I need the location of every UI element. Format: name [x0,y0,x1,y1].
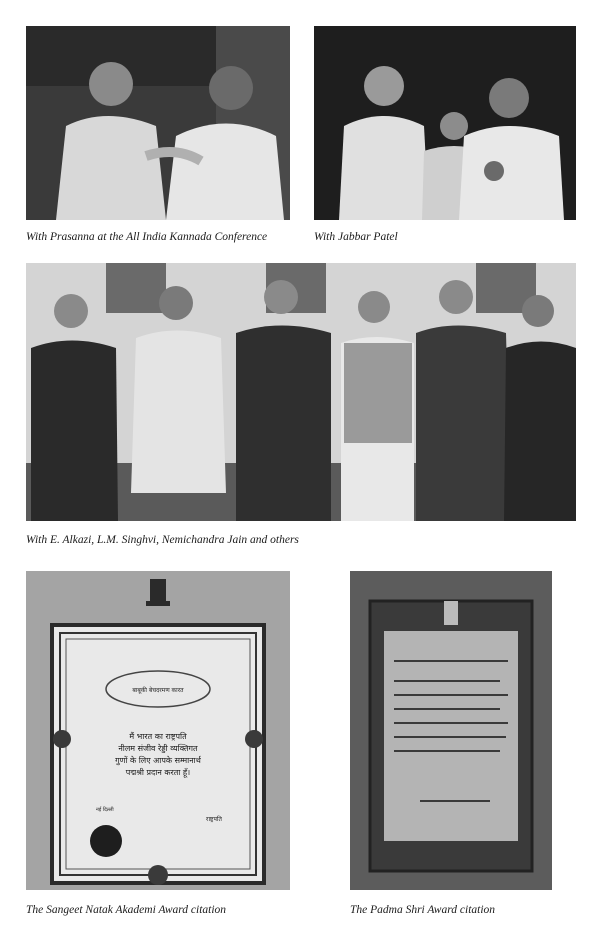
sna-cert-line-1: मैं भारत का राष्ट्रपति [129,732,187,741]
caption-jabbar-patel: With Jabbar Patel [314,231,398,243]
sna-cert-line-4: पद्मश्री प्रदान करता हूँ। [125,768,191,777]
caption-group: With E. Alkazi, L.M. Singhvi, Nemichandra Jain and others [26,534,299,546]
photo-prasanna [26,26,290,220]
sna-cert-line-2: नीलम संजीव रेड्डी व्यक्तिगत [118,744,198,753]
photo-padma-shri-citation [350,571,552,890]
caption-padma-shri-citation: The Padma Shri Award citation [350,904,496,916]
sna-cert-header: बाबूकी बेचदरमण कारत [132,687,184,694]
caption-sangeet-natak-citation: The Sangeet Natak Akademi Award citation [26,904,227,916]
photo-group [26,263,576,521]
caption-prasanna: With Prasanna at the All India Kannada Conference [26,231,268,243]
sna-cert-line-3: गुणों के लिए आपके सम्मानार्थ [115,756,201,765]
sna-cert-signatory: राष्ट्रपति [206,816,222,823]
sna-cert-place: नई दिल्ली [96,807,114,813]
photo-sangeet-natak-citation [26,571,290,890]
photo-jabbar-patel [314,26,576,220]
